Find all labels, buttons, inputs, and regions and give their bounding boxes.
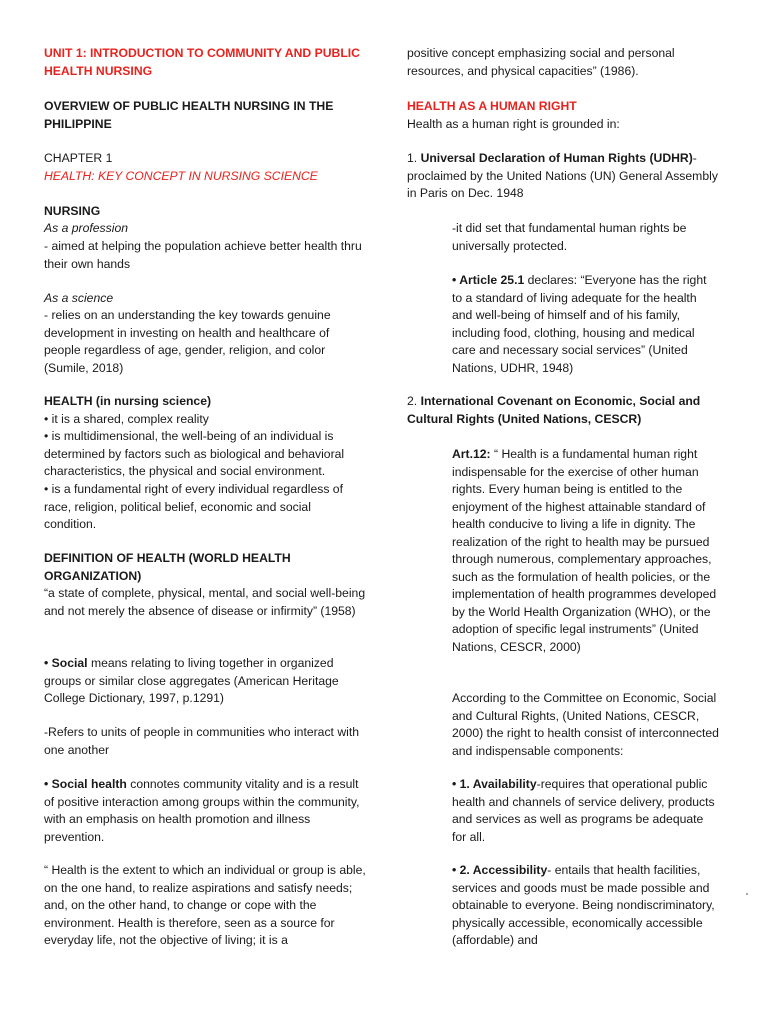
article-12-text: “ Health is a fundamental human right indispensable for the exercise of other human rights. Every human being is entitled to the enjoyment of the highest attainable standard of health conducive to living a life in dignity. The realization of the right to health may be pursued through numerous, complementary approaches, such as the formulation of health policies, or the implementation of health programmes developed by the World Health Organization (WHO), or the adoption of specific legal instruments” (United Nations, CESCR, 2000): [452, 447, 717, 654]
accessibility-label: • 2. Accessibility: [452, 863, 548, 877]
udhr-number: 1.: [407, 151, 421, 165]
committee-paragraph: According to the Committee on Economic, Social and Cultural Rights, (United Nations, CESCR, 2000) the right to health consist of interconnected and indispensable components:: [452, 691, 719, 758]
cescr-heading: [407, 393, 725, 428]
cescr-number: 2.: [407, 394, 421, 408]
udhr-description: -proclaimed by the United Nations (UN) General Assembly in Paris on Dec. 1948: [407, 151, 718, 200]
stray-mark: [746, 893, 748, 895]
article-25-label: • Article 25.1: [452, 273, 525, 287]
accessibility-paragraph: [452, 862, 720, 950]
health-heading: HEALTH (in nursing science): [44, 394, 212, 408]
human-right-intro: Health as a human right is grounded in:: [407, 117, 620, 131]
social-health-paragraph: [44, 776, 366, 846]
udhr-paragraph: [407, 150, 725, 203]
science-text: - relies on an understanding the key towards genuine development in investing on health and healthcare of people regardless of age, gender, religion, and color (Sumile, 2018): [44, 308, 331, 375]
availability-label: • 1. Availability: [452, 777, 537, 791]
profession-label: As a profession: [44, 221, 129, 235]
chapter-label: CHAPTER 1: [44, 151, 113, 165]
cescr-title: International Covenant on Economic, Social and Cultural Rights (United Nations, CESCR): [407, 394, 701, 426]
ottawa-quote: “ Health is the extent to which an individual or group is able, on the one hand, to realize aspirations and satisfy needs; and, on the other hand, to change or cope with the environment. Health is therefore, seen as a source for everyday life, not the objective of living; it is a: [44, 863, 366, 947]
health-bullet-1: • it is a shared, complex reality: [44, 412, 209, 426]
profession-text: - aimed at helping the population achieve better health thru their own hands: [44, 239, 362, 271]
science-label: As a science: [44, 291, 114, 305]
unit-title: UNIT 1: INTRODUCTION TO COMMUNITY AND PUBLIC HEALTH NURSING: [44, 46, 360, 78]
chapter-title: HEALTH: KEY CONCEPT IN NURSING SCIENCE: [44, 169, 318, 183]
human-right-heading: HEALTH AS A HUMAN RIGHT: [407, 99, 577, 113]
social-definition: means relating to living together in organized groups or similar close aggregates (American Heritage College Dictionary, 1997, p.1291): [44, 656, 339, 705]
article-12-paragraph: [452, 446, 720, 656]
article-25-paragraph: [452, 272, 720, 377]
udhr-title: Universal Declaration of Human Rights (UDHR): [420, 151, 693, 165]
social-health-definition: connotes community vitality and is a result of positive interaction among groups within the community, with an emphasis on health promotion and illness prevention.: [44, 777, 360, 844]
who-definition: “a state of complete, physical, mental, and social well-being and not merely the absence of disease or infirmity” (1958): [44, 586, 366, 618]
health-bullet-2: • is multidimensional, the well-being of an individual is determined by factors such as biological and behavioral characteristics, the physical and social environment.: [44, 429, 345, 478]
who-heading: DEFINITION OF HEALTH (WORLD HEALTH ORGANIZATION): [44, 551, 291, 583]
nursing-heading: NURSING: [44, 204, 101, 218]
overview-title: OVERVIEW OF PUBLIC HEALTH NURSING IN THE PHILIPPINE: [44, 99, 334, 131]
article-12-label: Art.12:: [452, 447, 491, 461]
availability-text: -requires that operational public health and channels of service delivery, products and services as well as programs be adequate for all.: [452, 777, 715, 844]
accessibility-text: - entails that health facilities, services and goods must be made possible and obtainable to everyone. Being nondiscriminatory, physically accessible, economically accessible (affordable) and: [452, 863, 715, 947]
availability-paragraph: [452, 776, 720, 846]
quote-continuation: positive concept emphasizing social and personal resources, and physical capacities” (1986).: [407, 46, 675, 78]
social-health-term: • Social health: [44, 777, 127, 791]
refers-text: -Refers to units of people in communities who interact with one another: [44, 725, 359, 757]
article-25-text: declares: “Everyone has the right to a standard of living adequate for the health and well-being of himself and of his family, including food, clothing, housing and medical care and necessary social services” (United Nations, UDHR, 1948): [452, 273, 707, 375]
health-bullet-3: • is a fundamental right of every individual regardless of race, religion, political belief, economic and social condition.: [44, 482, 343, 531]
udhr-subtext: -it did set that fundamental human rights be universally protected.: [452, 221, 687, 253]
social-term: • Social: [44, 656, 88, 670]
social-paragraph: [44, 655, 366, 708]
